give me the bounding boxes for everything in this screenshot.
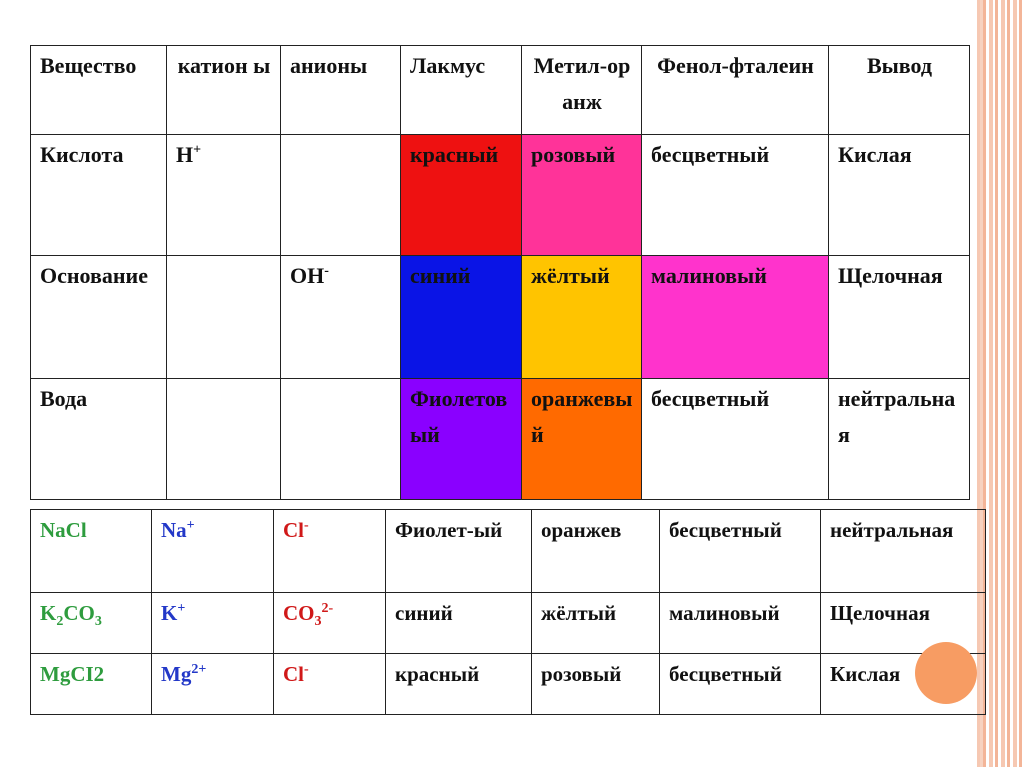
cell-methyl-orange: розовый: [522, 135, 642, 256]
cell-anion: Cl-: [274, 510, 386, 593]
table-row-nacl: [31, 510, 986, 593]
header-methyl-orange: Метил-оранж: [522, 46, 642, 135]
cell-methyl-orange: оранжев: [532, 510, 660, 593]
cell-phenolphthalein: малиновый: [642, 256, 829, 379]
header-anions: анионы: [281, 46, 401, 135]
cell-anion: Cl-: [274, 654, 386, 715]
cell-anion: [281, 135, 401, 256]
cell-anion: $CO_3^{2-}$: [274, 593, 386, 654]
cell-conclusion: Кислая: [829, 135, 970, 256]
cell-litmus: Фиолетовый: [401, 379, 522, 500]
header-phenolphthalein: Фенол-фталеин: [642, 46, 829, 135]
cell-methyl-orange: оранжевый: [522, 379, 642, 500]
cell-methyl-orange: жёлтый: [532, 593, 660, 654]
decorative-circle: [915, 642, 977, 704]
cell-conclusion: Щелочная: [821, 593, 986, 654]
cell-phenolphthalein: бесцветный: [642, 379, 829, 500]
salts-table: [30, 509, 986, 715]
cell-phenolphthalein: бесцветный: [642, 135, 829, 256]
cell-cation: K+: [152, 593, 274, 654]
cell-substance: Вода: [31, 379, 167, 500]
cell-salt: $K_2CO_3$: [31, 593, 152, 654]
indicator-table: [30, 45, 970, 500]
cell-conclusion: Кислая: [821, 654, 986, 715]
cell-phenolphthalein: бесцветный: [660, 510, 821, 593]
table-row-mgcl2: [31, 654, 986, 715]
cell-cation: [167, 256, 281, 379]
cell-substance: Основание: [31, 256, 167, 379]
table-row-acid: [31, 135, 970, 256]
header-conclusion: Вывод: [829, 46, 970, 135]
header-cations: катион ы: [167, 46, 281, 135]
cell-salt: MgCI2: [31, 654, 152, 715]
cell-anion: [281, 379, 401, 500]
cell-cation: H+: [167, 135, 281, 256]
cell-cation: [167, 379, 281, 500]
cell-salt: NaCl: [31, 510, 152, 593]
cell-methyl-orange: розовый: [532, 654, 660, 715]
cell-litmus: синий: [401, 256, 522, 379]
cell-conclusion: нейтральная: [829, 379, 970, 500]
cell-conclusion: нейтральная: [821, 510, 986, 593]
cell-litmus: красный: [386, 654, 532, 715]
cell-litmus: красный: [401, 135, 522, 256]
cell-methyl-orange: жёлтый: [522, 256, 642, 379]
table-row-base: [31, 256, 970, 379]
cell-litmus: Фиолет-ый: [386, 510, 532, 593]
header-substance: Вещество: [31, 46, 167, 135]
cell-conclusion: Щелочная: [829, 256, 970, 379]
header-litmus: Лакмус: [401, 46, 522, 135]
cell-cation: $Mg^{2+}$: [152, 654, 274, 715]
table-row-water: [31, 379, 970, 500]
cell-substance: Кислота: [31, 135, 167, 256]
cell-litmus: синий: [386, 593, 532, 654]
cell-phenolphthalein: бесцветный: [660, 654, 821, 715]
table-header-row: [31, 46, 970, 135]
cell-cation: Na+: [152, 510, 274, 593]
table-row-k2co3: [31, 593, 986, 654]
cell-phenolphthalein: малиновый: [660, 593, 821, 654]
cell-anion: OH-: [281, 256, 401, 379]
